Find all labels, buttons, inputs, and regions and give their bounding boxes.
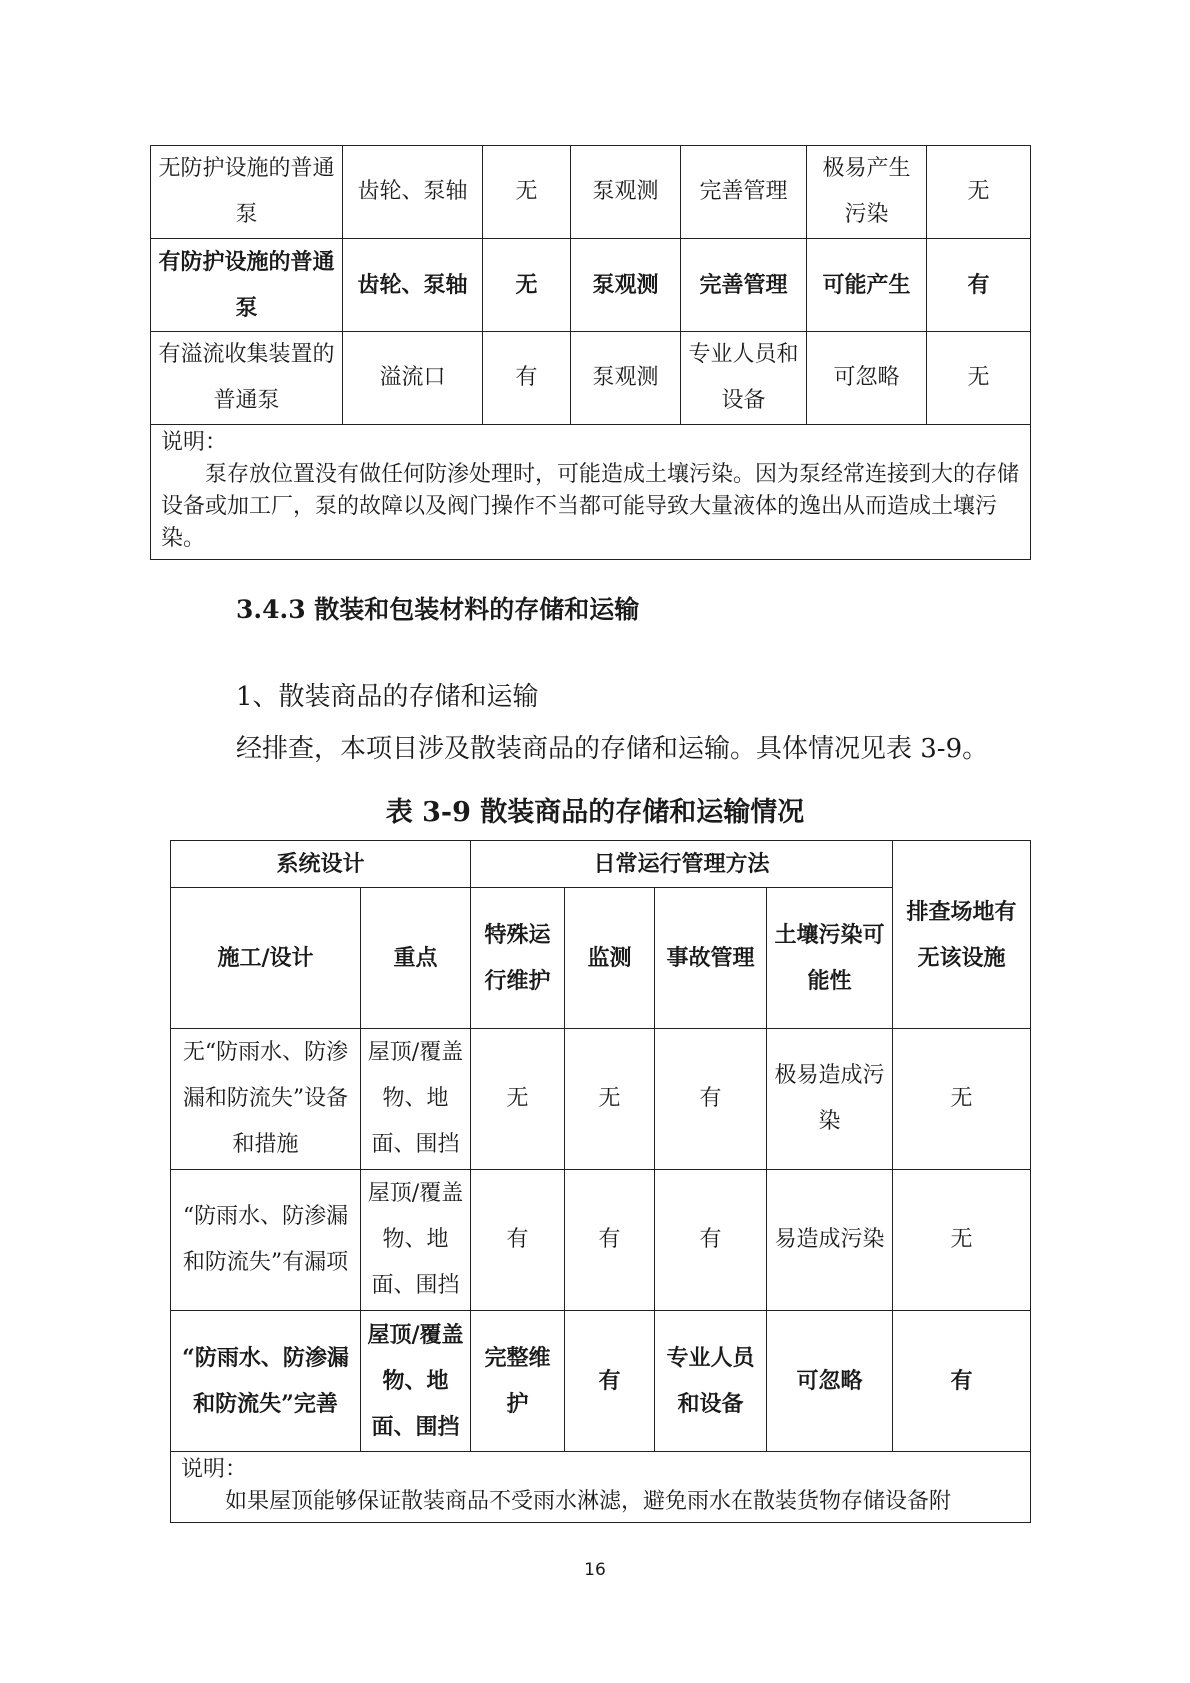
table-cell: 无“防雨水、防渗漏和防流失”设备和措施 [171, 1029, 361, 1170]
table-cell: 无 [893, 1170, 1031, 1311]
table-cell: 有溢流收集装置的普通泵 [151, 332, 343, 425]
table-row [151, 146, 1031, 239]
table-row [151, 239, 1031, 332]
table-header-row [171, 841, 1031, 888]
table-cell: 无 [927, 146, 1031, 239]
table-cell: 有 [483, 332, 571, 425]
table-note [151, 425, 1031, 560]
header-cell: 施工/设计 [171, 888, 361, 1029]
note-text: 泵存放位置没有做任何防渗处理时，可能造成土壤污染。因为泵经常连接到大的存储设备或加工厂，泵的故障以及阀门操作不当都可能导致大量液体的逸出从而造成土壤污染。 [161, 462, 1020, 551]
header-cell: 日常运行管理方法 [471, 841, 893, 888]
header-cell: 特殊运行维护 [471, 888, 565, 1029]
table-cell: 无 [471, 1029, 565, 1170]
table-row [151, 332, 1031, 425]
table-cell: 无 [483, 239, 571, 332]
table-cell: 完善管理 [681, 239, 807, 332]
table-cell: 有 [565, 1311, 655, 1452]
header-cell: 排查场地有无该设施 [893, 841, 1031, 1029]
table-cell: 极易造成污染 [767, 1029, 893, 1170]
table-cell: 无 [483, 146, 571, 239]
table-cell: 泵观测 [571, 239, 681, 332]
table-cell: 齿轮、泵轴 [343, 239, 483, 332]
table-cell: “防雨水、防渗漏和防流失”完善 [171, 1311, 361, 1452]
table-row [171, 1170, 1031, 1311]
table-note-row [151, 425, 1031, 560]
body-paragraph: 经排查，本项目涉及散装商品的存储和运输。具体情况见表 3-9。 [236, 734, 989, 764]
pump-table [150, 145, 1031, 560]
table-note-row [171, 1452, 1031, 1523]
note-text: 如果屋顶能够保证散装商品不受雨水淋滤，避免雨水在散装货物存储设备附 [225, 1489, 952, 1514]
table-cell: 有 [927, 239, 1031, 332]
table-cell: 无 [927, 332, 1031, 425]
table-cell: 完善管理 [681, 146, 807, 239]
table-row [171, 1029, 1031, 1170]
table-cell: “防雨水、防渗漏和防流失”有漏项 [171, 1170, 361, 1311]
table-cell: 可能产生 [807, 239, 927, 332]
page-number: 16 [584, 1560, 606, 1580]
table-row [171, 1311, 1031, 1452]
list-item-heading: 1、散装商品的存储和运输 [236, 682, 539, 712]
note-label: 说明： [181, 1457, 248, 1482]
bulk-goods-table [170, 840, 1031, 1523]
header-cell: 监测 [565, 888, 655, 1029]
table-cell: 无 [893, 1029, 1031, 1170]
table-cell: 泵观测 [571, 146, 681, 239]
note-label: 说明： [161, 430, 228, 455]
table-cell: 有 [471, 1170, 565, 1311]
header-cell: 事故管理 [655, 888, 767, 1029]
table-cell: 屋顶/覆盖物、地面、围挡 [361, 1029, 471, 1170]
table-cell: 可忽略 [807, 332, 927, 425]
header-cell: 重点 [361, 888, 471, 1029]
table-cell: 有防护设施的普通泵 [151, 239, 343, 332]
table-cell: 溢流口 [343, 332, 483, 425]
table-cell: 完整维护 [471, 1311, 565, 1452]
table-cell: 有 [565, 1170, 655, 1311]
table-cell: 极易产生污染 [807, 146, 927, 239]
section-heading: 3.4.3 散装和包装材料的存储和运输 [236, 595, 640, 624]
table-cell: 泵观测 [571, 332, 681, 425]
table-cell: 无防护设施的普通泵 [151, 146, 343, 239]
table-cell: 无 [565, 1029, 655, 1170]
table-cell: 专业人员和设备 [681, 332, 807, 425]
table-cell: 屋顶/覆盖物、地面、围挡 [361, 1170, 471, 1311]
table-cell: 可忽略 [767, 1311, 893, 1452]
header-cell: 土壤污染可能性 [767, 888, 893, 1029]
table-caption: 表 3-9 散装商品的存储和运输情况 [385, 797, 805, 828]
table-cell: 有 [655, 1170, 767, 1311]
table-cell: 易造成污染 [767, 1170, 893, 1311]
table-note [171, 1452, 1031, 1523]
table-cell: 专业人员和设备 [655, 1311, 767, 1452]
table-cell: 有 [655, 1029, 767, 1170]
header-cell: 系统设计 [171, 841, 471, 888]
table-cell: 齿轮、泵轴 [343, 146, 483, 239]
table-cell: 屋顶/覆盖物、地面、围挡 [361, 1311, 471, 1452]
table-cell: 有 [893, 1311, 1031, 1452]
